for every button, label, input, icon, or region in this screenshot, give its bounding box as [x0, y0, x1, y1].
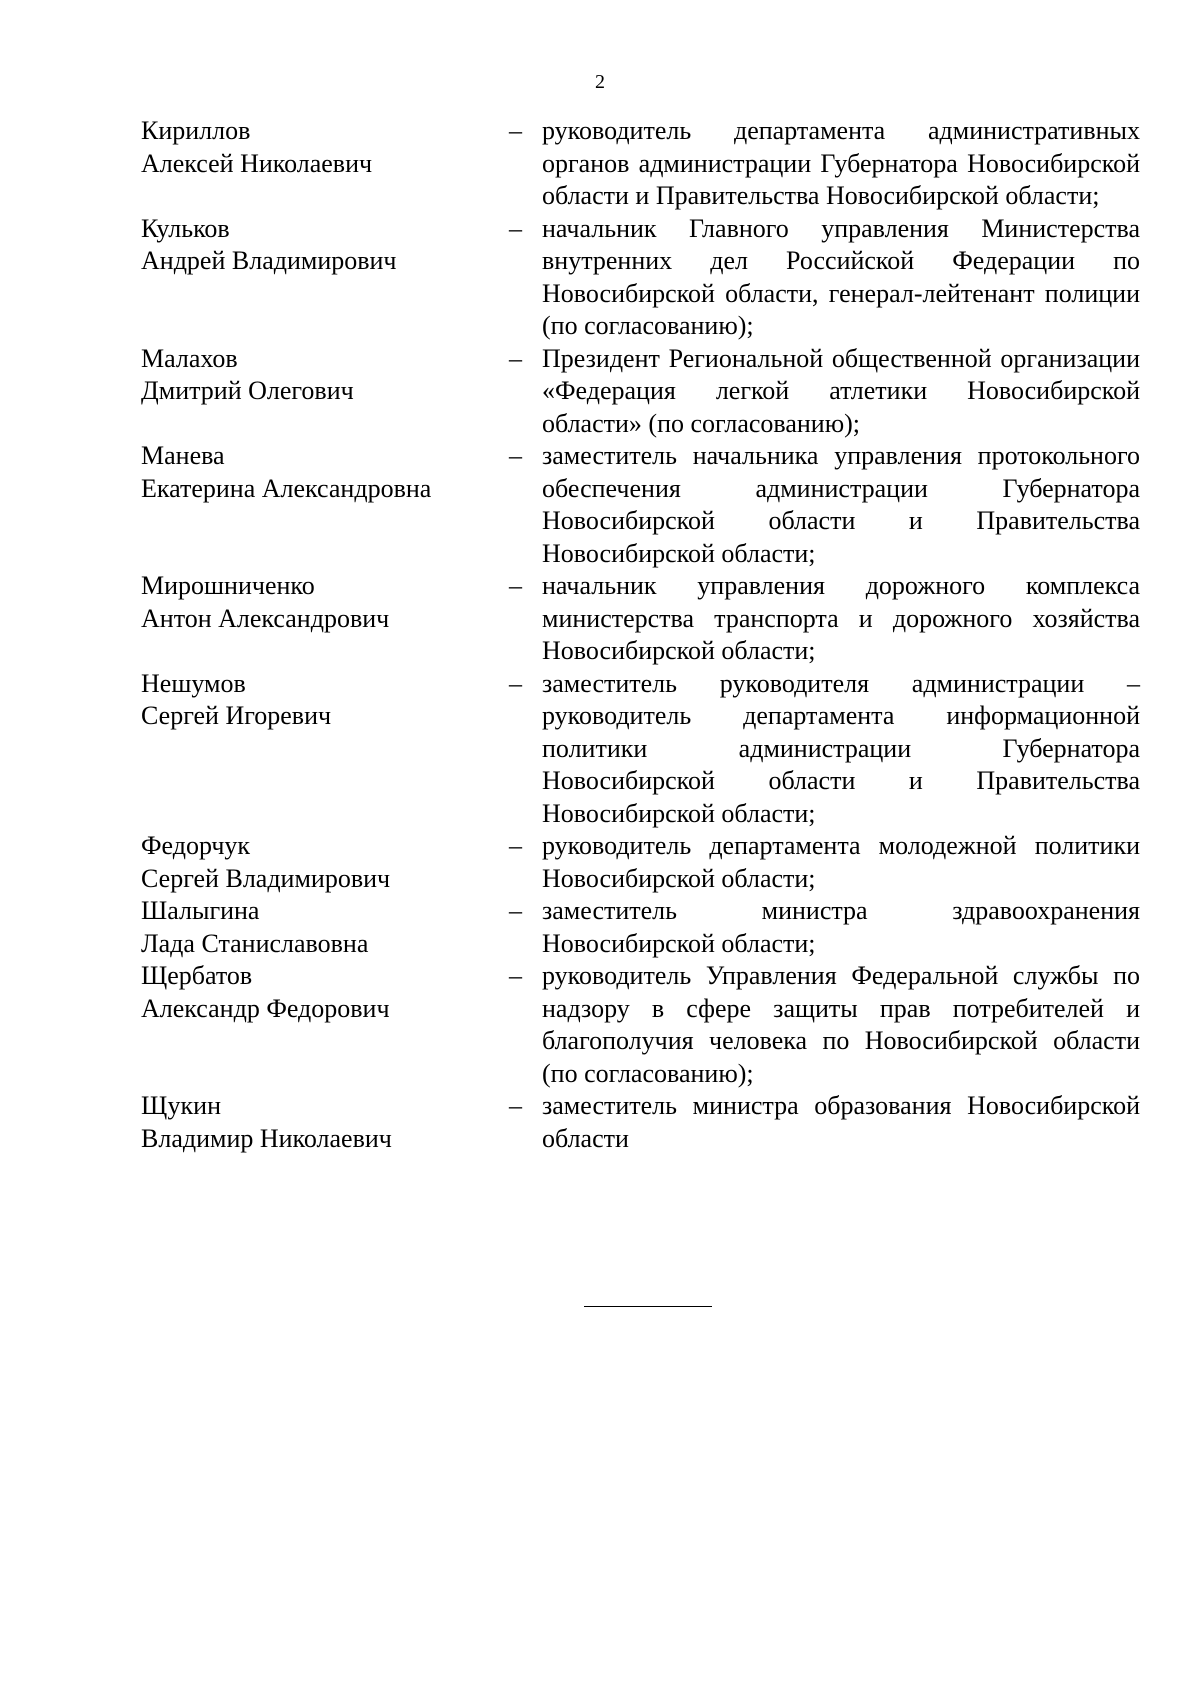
member-entry: [141, 343, 1140, 441]
member-surname: Кириллов: [141, 116, 251, 145]
member-given-names: Алексей Николаевич: [141, 148, 373, 178]
member-entry: [141, 570, 1140, 668]
member-surname: Кульков: [141, 213, 230, 243]
member-given-names: Дмитрий Олегович: [141, 376, 354, 405]
dash-separator: –: [509, 1091, 522, 1120]
member-given-names: Андрей Владимирович: [141, 246, 397, 275]
dash-separator: –: [509, 668, 522, 698]
member-position: Президент Региональной общественной организации «Федерация легкой атлетики Новосибирской области» (по согласованию);: [542, 343, 1140, 438]
member-entry: [141, 115, 1140, 213]
end-divider-line: [584, 1306, 712, 1307]
member-surname: Шалыгина: [141, 896, 260, 925]
member-name: [141, 343, 489, 408]
member-entry: [141, 668, 1140, 831]
dash-separator: –: [509, 831, 522, 860]
member-position: заместитель начальника управления протокольного обеспечения администрации Губернатора Новосибирской области и Правительства Новосибирской области;: [542, 441, 1140, 568]
member-position: заместитель министра образования Новосибирской области: [542, 1091, 1140, 1153]
member-entry: [141, 960, 1140, 1090]
member-entry: [141, 830, 1140, 895]
member-surname: Щербатов: [141, 961, 253, 990]
member-surname: Нешумов: [141, 668, 246, 698]
member-given-names: Екатерина Александровна: [141, 473, 432, 503]
member-position: руководитель Управления Федеральной службы по надзору в сфере защиты прав потребителей и благополучия человека по Новосибирской области (по согласованию);: [542, 961, 1140, 1088]
member-entry: [141, 440, 1140, 570]
member-surname: Мирошниченко: [141, 571, 315, 600]
dash-separator: –: [509, 441, 522, 470]
dash-separator: –: [509, 116, 522, 145]
member-given-names: Александр Федорович: [141, 993, 390, 1023]
member-position: руководитель департамента молодежной политики Новосибирской области;: [542, 831, 1140, 893]
member-position: начальник управления дорожного комплекса министерства транспорта и дорожного хозяйства Новосибирской области;: [542, 571, 1140, 665]
page-number: 2: [595, 71, 605, 93]
member-entry: [141, 1090, 1140, 1155]
member-given-names: Владимир Николаевич: [141, 1123, 392, 1153]
dash-separator: –: [509, 896, 522, 925]
member-position: начальник Главного управления Министерства внутренних дел Российской Федерации по Новосибирской области, генерал-лейтенант полиции (по согласованию);: [542, 213, 1140, 340]
members-list: [141, 115, 1140, 1155]
member-given-names: Сергей Игоревич: [141, 701, 332, 730]
member-position: заместитель министра здравоохранения Новосибирской области;: [542, 896, 1140, 958]
member-name: [141, 668, 489, 733]
member-surname: Малахов: [141, 343, 238, 373]
member-name: [141, 895, 489, 960]
member-position: заместитель руководителя администрации – руководитель департамента информационной политики администрации Губернатора Новосибирской области и Правительства Новосибирской области;: [542, 668, 1140, 828]
member-name: [141, 830, 489, 895]
dash-separator: –: [509, 961, 522, 990]
member-surname: Федорчук: [141, 831, 251, 860]
member-name: [141, 960, 489, 1025]
member-name: [141, 115, 489, 180]
dash-separator: –: [509, 213, 522, 243]
member-name: [141, 1090, 489, 1155]
member-entry: [141, 213, 1140, 343]
member-entry: [141, 895, 1140, 960]
member-given-names: Лада Станиславовна: [141, 928, 369, 958]
member-given-names: Антон Александрович: [141, 603, 390, 633]
dash-separator: –: [509, 571, 522, 600]
member-surname: Манева: [141, 441, 225, 470]
member-name: [141, 440, 489, 505]
member-position: руководитель департамента административных органов администрации Губернатора Новосибирской области и Правительства Новосибирской области;: [542, 116, 1140, 210]
member-given-names: Сергей Владимирович: [141, 863, 391, 893]
member-name: [141, 570, 489, 635]
member-surname: Щукин: [141, 1091, 222, 1120]
member-name: [141, 213, 489, 278]
dash-separator: –: [509, 343, 522, 373]
